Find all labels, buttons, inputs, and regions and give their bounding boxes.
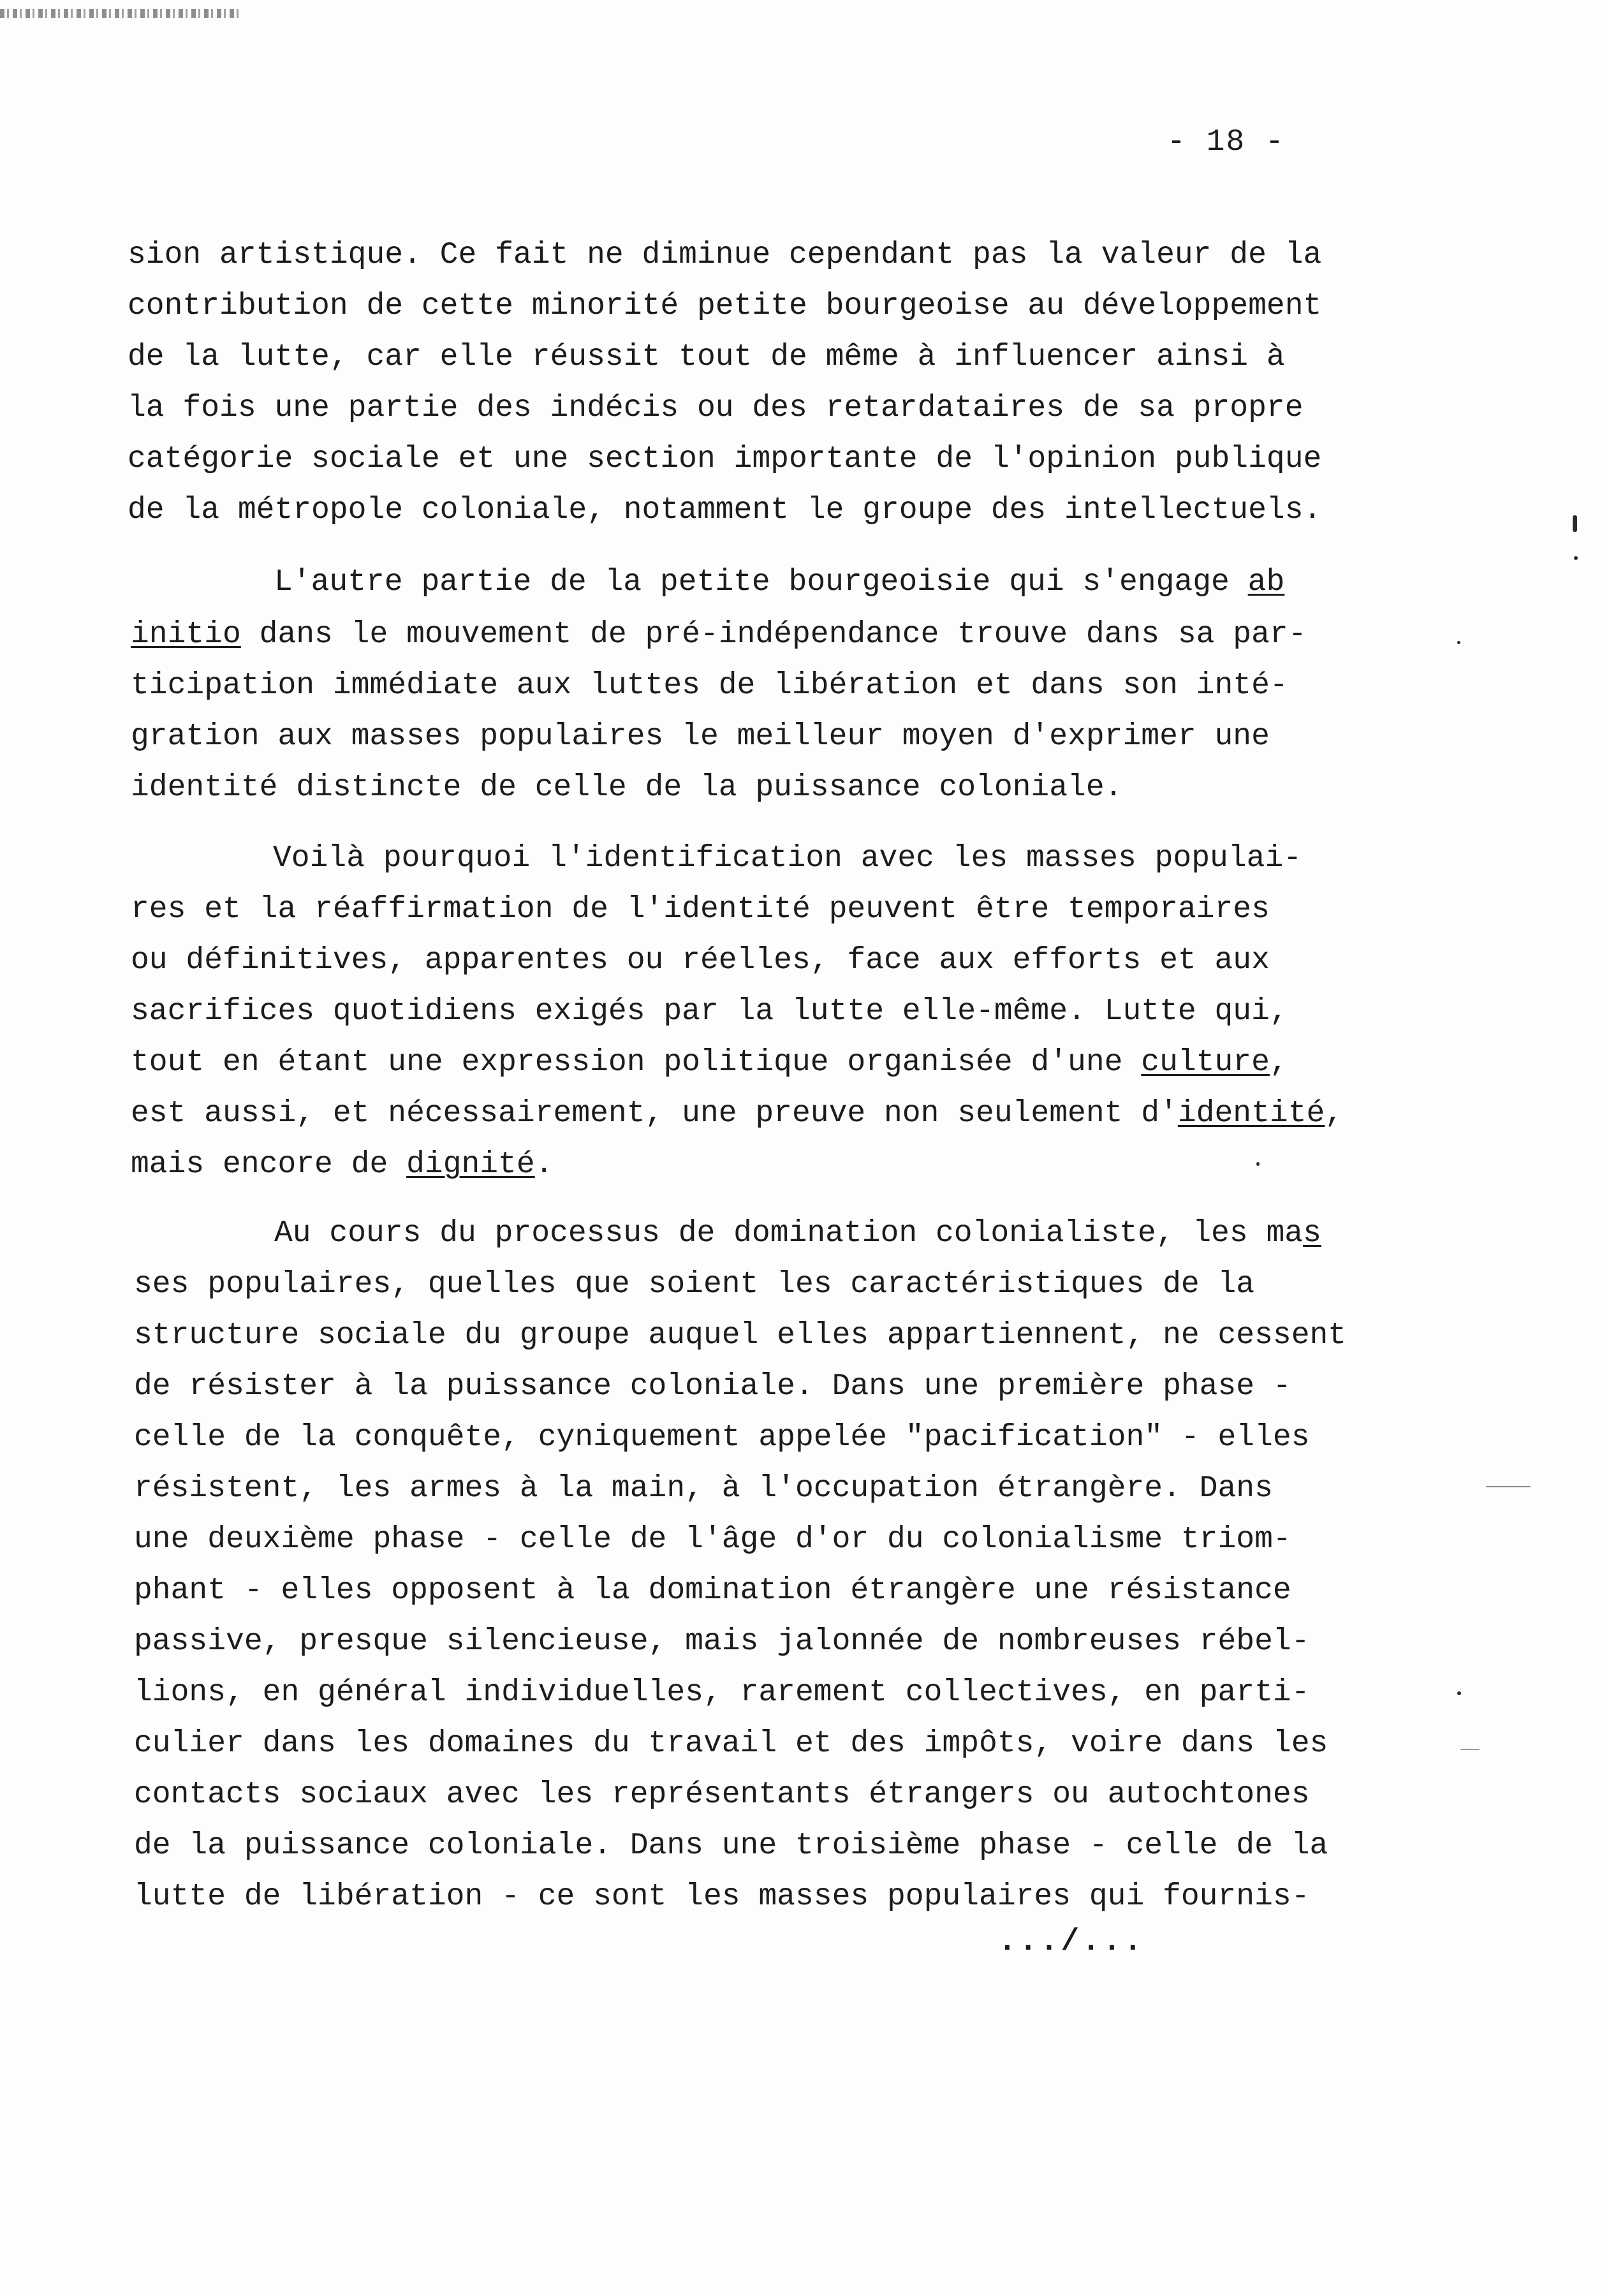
text-line bbox=[131, 943, 1270, 978]
underlined-term: initio bbox=[131, 617, 241, 652]
text-segment: dans le mouvement de pré-indépendance trouve dans sa par- bbox=[240, 617, 1307, 652]
text-segment: une deuxième phase - celle de l'âge d'or du colonialisme triom- bbox=[134, 1522, 1291, 1557]
scan-artifact-mark bbox=[0, 9, 242, 18]
text-line bbox=[128, 441, 1321, 477]
text-segment: lions, en général individuelles, rarement collectives, en parti- bbox=[134, 1675, 1310, 1710]
text-line bbox=[128, 492, 1321, 528]
text-line bbox=[134, 1624, 1310, 1659]
text-segment: de résister à la puissance coloniale. Dans une première phase - bbox=[134, 1369, 1291, 1404]
text-segment: de la métropole coloniale, notamment le groupe des intellectuels. bbox=[128, 493, 1322, 527]
text-line bbox=[134, 1675, 1310, 1711]
text-line bbox=[134, 1828, 1328, 1864]
text-line bbox=[134, 1471, 1273, 1506]
text-segment: passive, presque silencieuse, mais jalonnée de nombreuses rébel- bbox=[134, 1624, 1310, 1659]
text-segment: structure sociale du groupe auquel elles appartiennent, ne cessent bbox=[134, 1318, 1347, 1353]
text-line bbox=[274, 564, 1284, 600]
margin-speck bbox=[1573, 515, 1577, 532]
text-line bbox=[134, 1267, 1254, 1302]
text-line bbox=[131, 892, 1270, 927]
text-line bbox=[131, 1147, 554, 1182]
text-segment: mais encore de bbox=[131, 1147, 407, 1182]
text-line bbox=[131, 617, 1307, 652]
text-segment: est aussi, et nécessairement, une preuve non seulement d' bbox=[131, 1096, 1178, 1131]
text-segment: gration aux masses populaires le meilleur moyen d'exprimer une bbox=[131, 719, 1270, 754]
text-line bbox=[273, 841, 1302, 876]
underlined-term: ab bbox=[1247, 565, 1285, 600]
text-segment: celle de la conquête, cyniquement appelée "pacification" - elles bbox=[134, 1420, 1310, 1455]
text-segment: , bbox=[1269, 1045, 1288, 1080]
margin-speck bbox=[1457, 641, 1460, 644]
text-line bbox=[274, 1216, 1321, 1251]
text-segment: catégorie sociale et une section importante de l'opinion publique bbox=[128, 442, 1322, 476]
margin-speck bbox=[1256, 1162, 1260, 1166]
text-segment: ticipation immédiate aux luttes de libération et dans son inté- bbox=[131, 668, 1288, 703]
continuation-marker: .../... bbox=[998, 1925, 1145, 1959]
text-segment: . bbox=[534, 1147, 554, 1182]
underlined-term: dignité bbox=[406, 1147, 535, 1182]
text-line bbox=[131, 1045, 1288, 1080]
text-segment: sion artistique. Ce fait ne diminue cependant pas la valeur de la bbox=[128, 238, 1322, 272]
text-line bbox=[131, 770, 1122, 806]
text-line bbox=[134, 1777, 1310, 1813]
underlined-term: culture bbox=[1141, 1045, 1270, 1080]
text-line bbox=[134, 1879, 1310, 1915]
text-segment: de la puissance coloniale. Dans une troisième phase - celle de la bbox=[134, 1829, 1328, 1863]
text-line bbox=[134, 1522, 1291, 1557]
margin-speck bbox=[1457, 1691, 1461, 1695]
text-line bbox=[131, 1096, 1343, 1131]
text-segment: contacts sociaux avec les représentants étrangers ou autochtones bbox=[134, 1777, 1310, 1812]
text-segment: contribution de cette minorité petite bourgeoise au développement bbox=[128, 289, 1322, 323]
page-number: - 18 - bbox=[1167, 125, 1285, 159]
text-line bbox=[128, 288, 1321, 324]
text-segment: la fois une partie des indécis ou des retardataires de sa propre bbox=[128, 391, 1304, 425]
margin-speck bbox=[1460, 1749, 1480, 1750]
text-line bbox=[131, 668, 1288, 703]
text-line bbox=[134, 1573, 1291, 1608]
text-segment: sacrifices quotidiens exigés par la lutte elle-même. Lutte qui, bbox=[131, 994, 1288, 1029]
text-segment: Au cours du processus de domination colonialiste, les ma bbox=[274, 1216, 1304, 1251]
text-line bbox=[128, 237, 1321, 273]
text-line bbox=[134, 1318, 1346, 1353]
text-segment: res et la réaffirmation de l'identité peuvent être temporaires bbox=[131, 892, 1270, 927]
text-line bbox=[134, 1420, 1310, 1455]
text-segment: résistent, les armes à la main, à l'occupation étrangère. Dans bbox=[134, 1471, 1273, 1506]
text-segment: ou définitives, apparentes ou réelles, face aux efforts et aux bbox=[131, 943, 1270, 978]
text-line bbox=[131, 994, 1288, 1029]
text-segment: tout en étant une expression politique organisée d'une bbox=[131, 1045, 1142, 1080]
text-line bbox=[131, 719, 1270, 754]
text-line bbox=[128, 390, 1304, 426]
text-segment: ses populaires, quelles que soient les caractéristiques de la bbox=[134, 1267, 1255, 1302]
text-line bbox=[134, 1726, 1328, 1762]
margin-speck bbox=[1574, 556, 1578, 560]
text-segment: L'autre partie de la petite bourgeoisie qui s'engage bbox=[274, 565, 1248, 600]
underlined-term: identité bbox=[1177, 1096, 1325, 1131]
underlined-term: s bbox=[1303, 1216, 1321, 1251]
text-segment: culier dans les domaines du travail et des impôts, voire dans les bbox=[134, 1726, 1328, 1761]
text-segment: , bbox=[1325, 1096, 1344, 1131]
text-line bbox=[128, 339, 1285, 375]
text-segment: phant - elles opposent à la domination étrangère une résistance bbox=[134, 1573, 1291, 1608]
text-line bbox=[134, 1369, 1291, 1404]
text-segment: Voilà pourquoi l'identification avec les masses populai- bbox=[273, 841, 1302, 876]
text-segment: lutte de libération - ce sont les masses populaires qui fournis- bbox=[134, 1880, 1310, 1914]
text-segment: de la lutte, car elle réussit tout de même à influencer ainsi à bbox=[128, 340, 1285, 374]
text-segment: identité distincte de celle de la puissance coloniale. bbox=[131, 770, 1123, 805]
margin-speck bbox=[1486, 1486, 1531, 1487]
